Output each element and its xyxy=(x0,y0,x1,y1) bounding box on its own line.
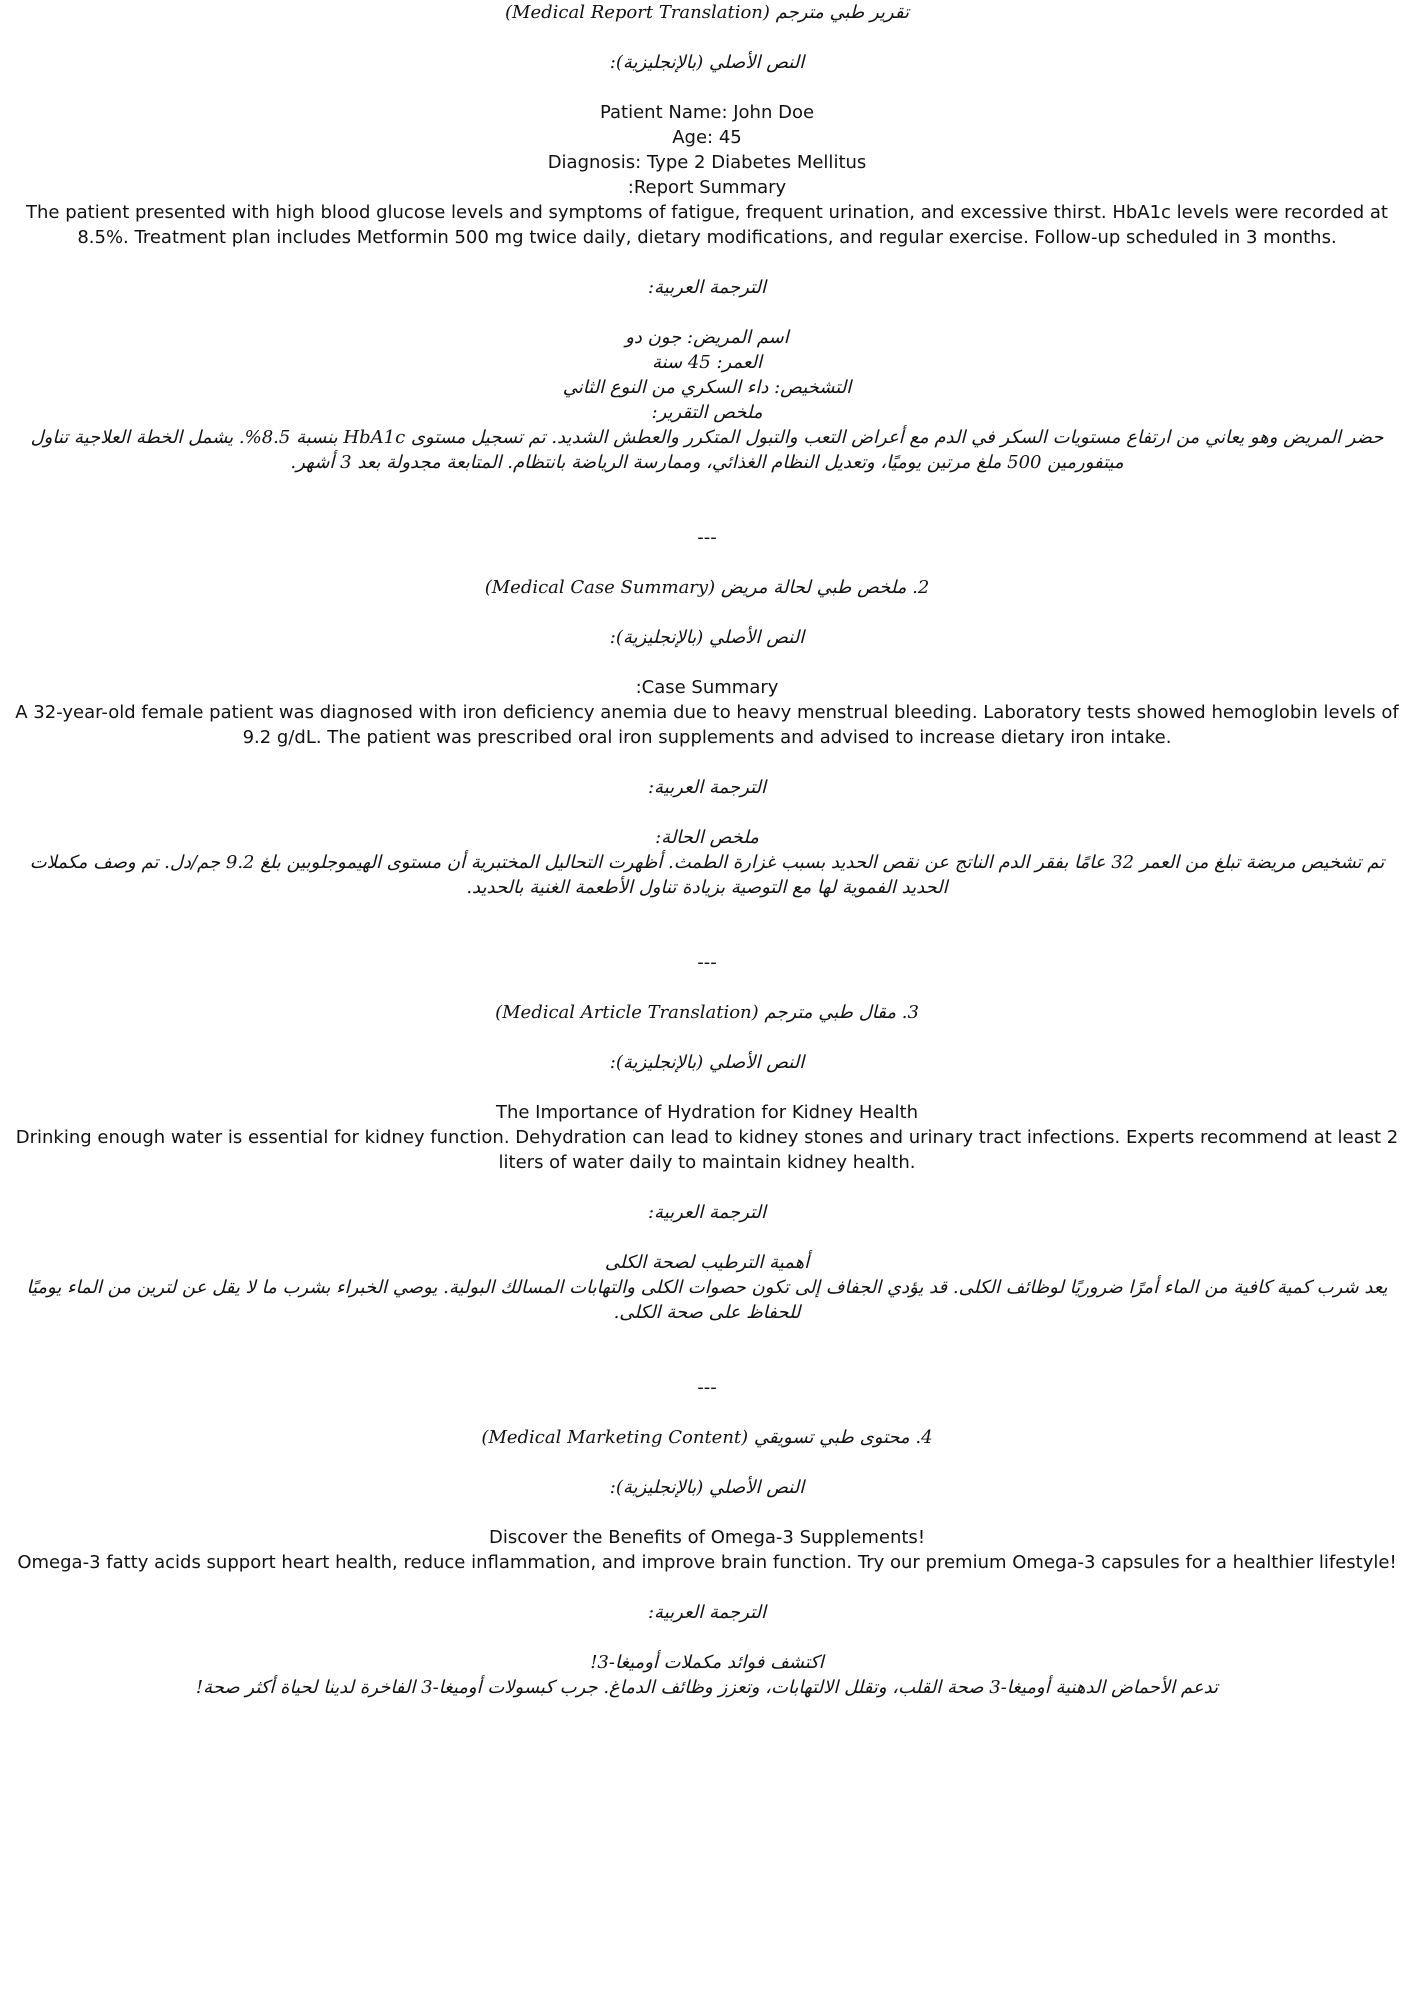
report-summary-label-ar: ملخص التقرير: xyxy=(651,402,763,423)
marketing-headline-ar: اكتشف فوائد مكملات أوميغا-3! xyxy=(590,1652,824,1673)
section-1-original-heading: النص الأصلي (بالإنجليزية): xyxy=(609,52,805,73)
article-body-en: Drinking enough water is essential for kidney function. Dehydration can lead to kidney stones and urinary tract infections. Experts recommend at least 2 liters of water daily to maintain kidney health. xyxy=(15,1127,1399,1173)
section-4-title: 4. محتوى طبي تسويقي (Medical Marketing Content) xyxy=(481,1427,933,1448)
report-summary-label-en: :Report Summary xyxy=(627,177,787,198)
section-4-original-heading: النص الأصلي (بالإنجليزية): xyxy=(609,1477,805,1498)
report-summary-body-ar: حضر المريض وهو يعاني من ارتفاع مستويات السكر في الدم مع أعراض التعب والتبول المتكرر والعطش الشديد. تم تسجيل مستوى HbA1c بنسبة 8.5%. يشمل الخطة العلاجية تناول ميتفورمين 500 ملغ مرتين يوميًا، وتعديل النظام الغذائي، وممارسة الرياضة بانتظام. المتابعة مجدولة بعد 3 أشهر. xyxy=(30,427,1384,473)
article-title-en: The Importance of Hydration for Kidney Health xyxy=(495,1102,919,1123)
section-divider: --- xyxy=(697,1377,717,1398)
diagnosis-ar: التشخيص: داء السكري من النوع الثاني xyxy=(562,377,852,398)
case-summary-body-en: A 32-year-old female patient was diagnosed with iron deficiency anemia due to heavy menstrual bleeding. Laboratory tests showed hemoglobin levels of 9.2 g/dL. The patient was prescribed oral iron supplements and advised to increase dietary iron intake. xyxy=(15,702,1399,748)
case-summary-label-en: :Case Summary xyxy=(635,677,779,698)
case-summary-label-ar: ملخص الحالة: xyxy=(655,827,759,848)
patient-age-en: Age: 45 xyxy=(672,127,742,148)
section-1-title: تقرير طبي مترجم (Medical Report Translation) xyxy=(505,2,909,23)
section-2-title: 2. ملخص طبي لحالة مريض (Medical Case Summary) xyxy=(484,577,930,598)
marketing-headline-en: Discover the Benefits of Omega-3 Supplements! xyxy=(488,1527,926,1548)
marketing-body-ar: تدعم الأحماض الدهنية أوميغا-3 صحة القلب، وتقلل الالتهابات، وتعزز وظائف الدماغ. جرب كبسولات أوميغا-3 الفاخرة لدينا لحياة أكثر صحة! xyxy=(195,1677,1219,1698)
article-body-ar: يعد شرب كمية كافية من الماء أمرًا ضروريًا لوظائف الكلى. قد يؤدي الجفاف إلى تكون حصوات الكلى والتهابات المسالك البولية. يوصي الخبراء بشرب ما لا يقل عن لترين من الماء يوميًا للحفاظ على صحة الكلى. xyxy=(26,1277,1388,1323)
section-3-translation-heading: الترجمة العربية: xyxy=(647,1202,766,1223)
section-3-title: 3. مقال طبي مترجم (Medical Article Translation) xyxy=(495,1002,919,1023)
diagnosis-en: Diagnosis: Type 2 Diabetes Mellitus xyxy=(547,152,867,173)
case-summary-body-ar: تم تشخيص مريضة تبلغ من العمر 32 عامًا بفقر الدم الناتج عن نقص الحديد بسبب غزارة الطمث. أظهرت التحاليل المختبرية أن مستوى الهيموجلوبين بلغ 9.2 جم/دل. تم وصف مكملات الحديد الفموية لها مع التوصية بزيادة تناول الأطعمة الغنية بالحديد. xyxy=(29,852,1385,898)
patient-age-ar: العمر: 45 سنة xyxy=(651,352,763,373)
patient-name-ar: اسم المريض: جون دو xyxy=(625,327,789,348)
section-4-translation-heading: الترجمة العربية: xyxy=(647,1602,766,1623)
section-3-original-heading: النص الأصلي (بالإنجليزية): xyxy=(609,1052,805,1073)
section-2-original-heading: النص الأصلي (بالإنجليزية): xyxy=(609,627,805,648)
section-1-translation-heading: الترجمة العربية: xyxy=(647,277,766,298)
patient-name-en: Patient Name: John Doe xyxy=(599,102,815,123)
section-divider: --- xyxy=(697,952,717,973)
report-summary-body-en: The patient presented with high blood glucose levels and symptoms of fatigue, frequent urination, and excessive thirst. HbA1c levels were recorded at 8.5%. Treatment plan includes Metformin 500 mg twice daily, dietary modifications, and regular exercise. Follow-up scheduled in 3 months. xyxy=(26,202,1388,248)
article-title-ar: أهمية الترطيب لصحة الكلى xyxy=(604,1252,810,1273)
section-2-translation-heading: الترجمة العربية: xyxy=(647,777,766,798)
marketing-body-en: Omega-3 fatty acids support heart health, reduce inflammation, and improve brain function. Try our premium Omega-3 capsules for a healthier lifestyle! xyxy=(17,1552,1397,1573)
section-divider: --- xyxy=(697,527,717,548)
